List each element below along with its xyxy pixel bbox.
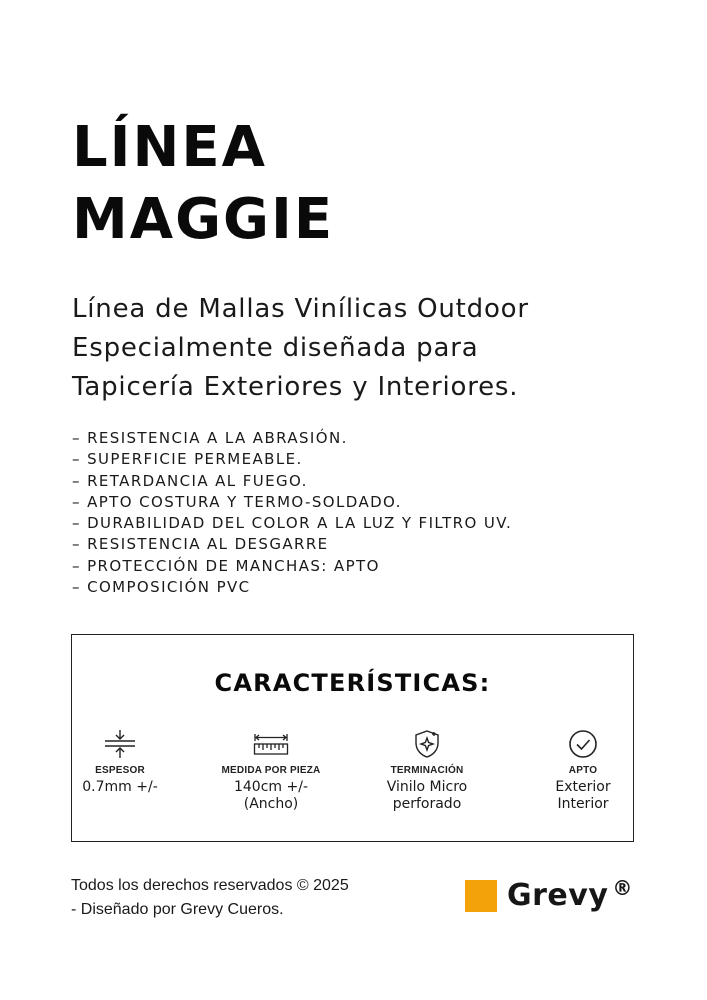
copyright-line: Todos los derechos reservados © 2025 [71, 877, 349, 894]
copyright-notice [71, 874, 349, 922]
description-line-2: Especialmente diseñada para [72, 333, 479, 363]
spec-label: MEDIDA POR PIEZA [221, 765, 321, 776]
check-circle-icon [518, 727, 648, 761]
feature-item: – RESISTENCIA AL DESGARRE [72, 535, 329, 554]
product-description [72, 290, 529, 407]
spec-value: Vinilo Micro perforado [386, 779, 468, 812]
feature-item: – RETARDANCIA AL FUEGO. [72, 471, 308, 490]
spec-thickness [55, 727, 185, 796]
spec-value: 140cm +/- (Ancho) [233, 779, 308, 812]
feature-list [72, 428, 512, 598]
spec-value: Exterior Interior [555, 779, 611, 812]
description-line-3: Tapicería Exteriores y Interiores. [72, 372, 519, 402]
designer-credit: - Diseñado por Grevy Cueros. [71, 901, 284, 918]
feature-item: – DURABILIDAD DEL COLOR A LA LUZ Y FILTRO UV. [72, 514, 513, 533]
spec-label: ESPESOR [95, 765, 145, 776]
characteristics-box [71, 634, 634, 842]
ruler-icon [206, 727, 336, 761]
description-line-1: Línea de Mallas Vinílicas Outdoor [72, 294, 529, 324]
spec-value: 0.7mm +/- [82, 779, 158, 795]
spec-label: APTO [568, 765, 598, 776]
brand-logo [465, 875, 633, 913]
spec-label: TERMINACIÓN [390, 765, 464, 776]
feature-item: – COMPOSICIÓN PVC [72, 578, 251, 597]
registered-mark: ® [612, 875, 633, 900]
page-title [72, 112, 334, 256]
feature-item: – APTO COSTURA Y TERMO-SOLDADO. [72, 492, 402, 511]
feature-item: – RESISTENCIA A LA ABRASIÓN. [72, 429, 348, 447]
logo-square-icon [465, 880, 497, 912]
title-line-1: LÍNEA [72, 115, 267, 180]
shield-sparkle-icon [362, 727, 492, 761]
title-line-2: MAGGIE [72, 187, 335, 252]
thickness-icon [55, 727, 185, 761]
logo-wordmark: Grevy [507, 878, 609, 913]
characteristics-heading: CARACTERÍSTICAS: [214, 669, 491, 697]
spec-suitable [518, 727, 648, 813]
spec-piece-size [206, 727, 336, 813]
spec-finish [362, 727, 492, 813]
feature-item: – SUPERFICIE PERMEABLE. [72, 450, 303, 469]
feature-item: – PROTECCIÓN DE MANCHAS: APTO [72, 556, 380, 575]
